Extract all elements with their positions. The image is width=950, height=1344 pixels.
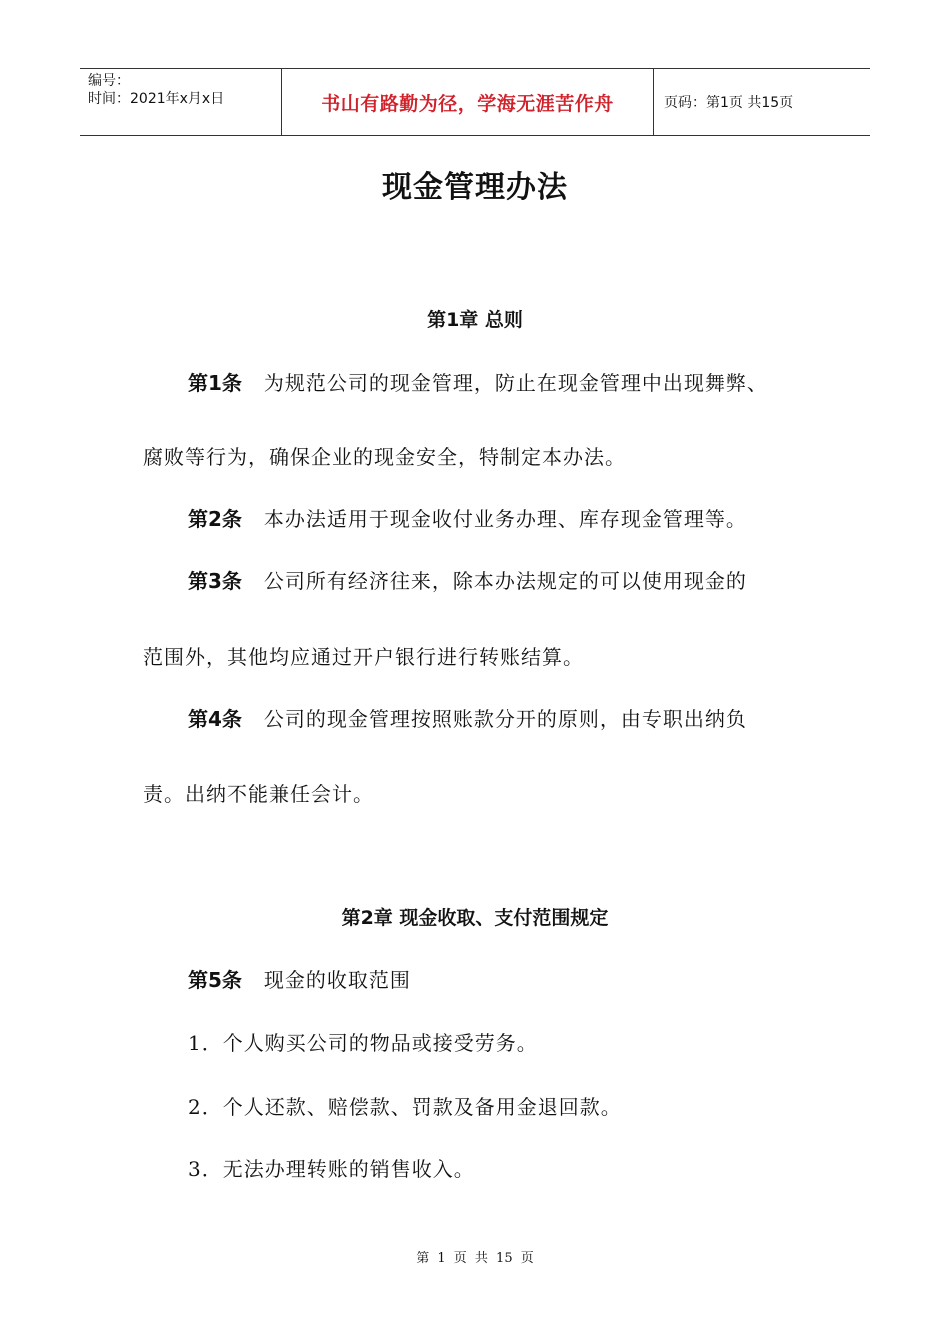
date-label: 时间：2021年x月x日 <box>88 91 225 107</box>
chapter-1-heading: 第1章 总则 <box>427 309 523 331</box>
article-5 <box>188 964 411 993</box>
article-5-label: 第5条 <box>188 968 242 992</box>
serial-number-label: 编号： <box>88 73 130 89</box>
article-4 <box>188 703 747 732</box>
article-3-continuation: 范围外，其他均应通过开户银行进行转账结算。 <box>143 645 584 669</box>
article-5-text: 现金的收取范围 <box>263 968 411 992</box>
chapter-2-heading: 第2章 现金收取、支付范围规定 <box>341 907 609 929</box>
article-2-label: 第2条 <box>188 507 242 531</box>
article-3-text: 公司所有经济往来，除本办法规定的可以使用现金的 <box>263 569 747 593</box>
header-motto: 书山有路勤为径，学海无涯苦作舟 <box>321 92 614 115</box>
article-3 <box>188 565 747 594</box>
document-title: 现金管理办法 <box>382 170 568 205</box>
list-item-2: 2．个人还款、赔偿款、罚款及备用金退回款。 <box>188 1095 622 1119</box>
article-1-text: 为规范公司的现金管理，防止在现金管理中出现舞弊、 <box>263 371 768 395</box>
article-2-text: 本办法适用于现金收付业务办理、库存现金管理等。 <box>263 507 747 531</box>
page-info: 页码：第1页 共15页 <box>664 95 794 111</box>
page-footer: 第 1 页 共 15 页 <box>416 1251 534 1266</box>
article-4-label: 第4条 <box>188 707 242 731</box>
article-2 <box>188 503 747 532</box>
article-1-label: 第1条 <box>188 371 242 395</box>
article-1 <box>188 367 768 396</box>
article-4-continuation: 责。出纳不能兼任会计。 <box>143 782 374 806</box>
article-1-continuation: 腐败等行为，确保企业的现金安全，特制定本办法。 <box>143 445 626 469</box>
header-table <box>80 68 870 136</box>
header-left-cell <box>80 69 282 135</box>
article-3-label: 第3条 <box>188 569 242 593</box>
list-item-1: 1．个人购买公司的物品或接受劳务。 <box>188 1031 538 1055</box>
list-item-3: 3．无法办理转账的销售收入。 <box>188 1157 475 1181</box>
header-motto-cell <box>282 69 654 135</box>
header-page-cell <box>654 69 870 135</box>
article-4-text: 公司的现金管理按照账款分开的原则，由专职出纳负 <box>263 707 747 731</box>
